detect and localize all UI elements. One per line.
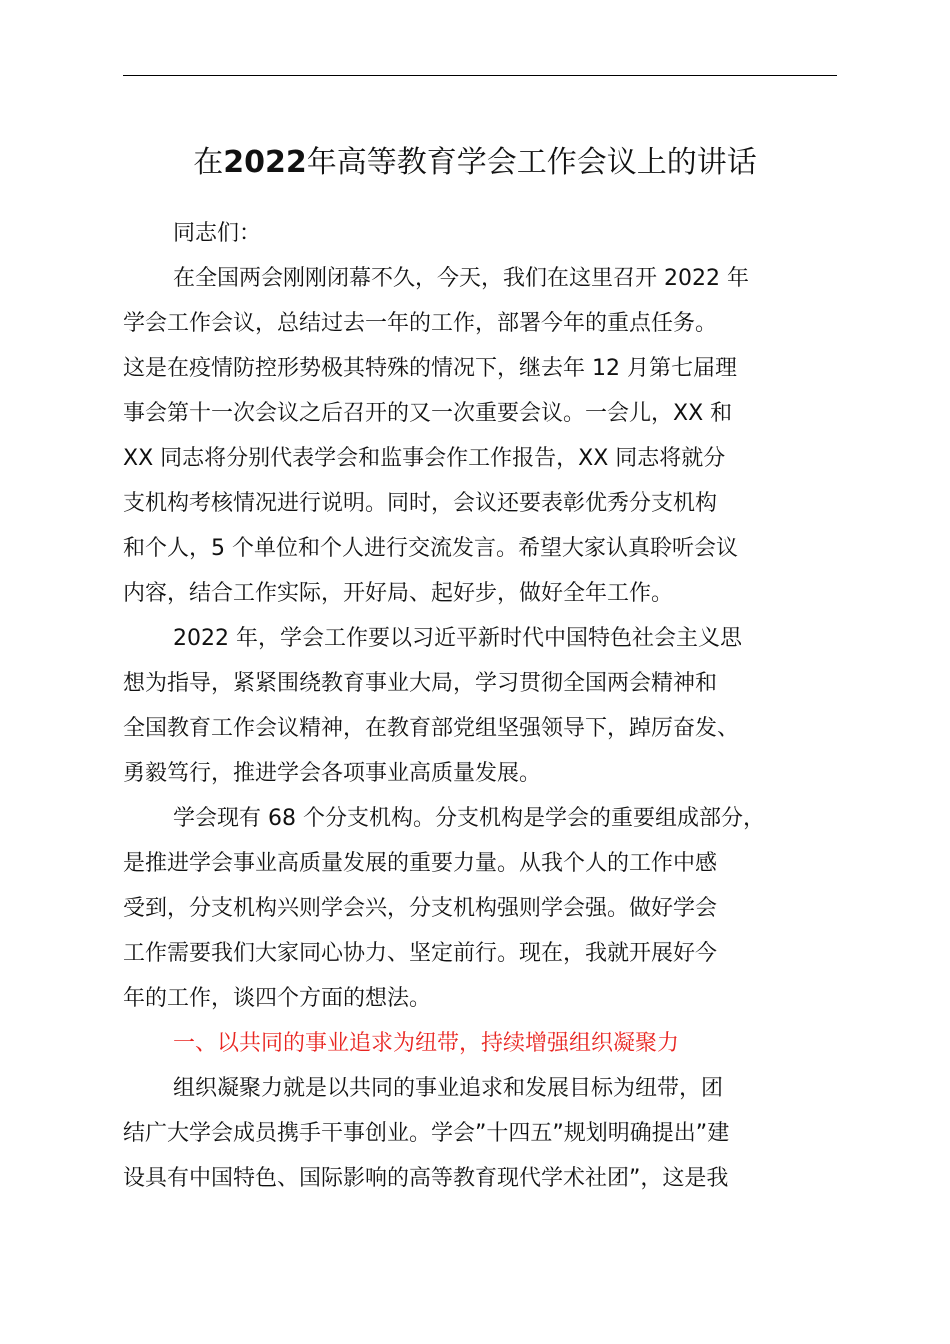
- section-heading: 一、以共同的事业追求为纽带，持续增强组织凝聚力: [173, 1031, 680, 1056]
- paragraph-line: 在全国两会刚刚闭幕不久，今天，我们在这里召开 2022 年: [173, 266, 749, 291]
- document-title: [0, 138, 950, 188]
- title-suffix: 年高等教育学会工作会议上的讲话: [306, 145, 757, 180]
- paragraph-line: 设具有中国特色、国际影响的高等教育现代学术社团”，这是我: [123, 1166, 729, 1191]
- paragraph-line: 工作需要我们大家同心协力、坚定前行。现在，我就开展好今: [123, 941, 718, 966]
- salutation: 同志们：: [173, 221, 262, 246]
- paragraph-line: 受到，分支机构兴则学会兴，分支机构强则学会强。做好学会: [123, 896, 718, 921]
- header-rule: [123, 75, 837, 76]
- document-body: [123, 211, 863, 1201]
- paragraph-line: 想为指导，紧紧围绕教育事业大局，学习贯彻全国两会精神和: [123, 671, 718, 696]
- paragraph-line: 内容，结合工作实际，开好局、起好步，做好全年工作。: [123, 581, 674, 606]
- paragraph-line: XX 同志将分别代表学会和监事会作工作报告，XX 同志将就分: [123, 446, 726, 471]
- paragraph-line: 勇毅笃行，推进学会各项事业高质量发展。: [123, 761, 542, 786]
- title-prefix: 在: [193, 145, 224, 180]
- paragraph-line: 年的工作，谈四个方面的想法。: [123, 986, 432, 1011]
- paragraph-line: 学会工作会议，总结过去一年的工作，部署今年的重点任务。: [123, 311, 718, 336]
- paragraph-line: 是推进学会事业高质量发展的重要力量。从我个人的工作中感: [123, 851, 718, 876]
- paragraph-line: 结广大学会成员携手干事创业。学会”十四五”规划明确提出”建: [123, 1121, 730, 1146]
- paragraph-line: 全国教育工作会议精神，在教育部党组坚强领导下，踔厉奋发、: [123, 716, 740, 741]
- paragraph-line: 学会现有 68 个分支机构。分支机构是学会的重要组成部分，: [173, 806, 765, 831]
- title-year: 2022: [223, 145, 307, 180]
- paragraph-line: 和个人，5 个单位和个人进行交流发言。希望大家认真聆听会议: [123, 536, 738, 561]
- paragraph-line: 这是在疫情防控形势极其特殊的情况下，继去年 12 月第七届理: [123, 356, 737, 381]
- paragraph-line: 组织凝聚力就是以共同的事业追求和发展目标为纽带，团: [173, 1076, 724, 1101]
- paragraph-line: 2022 年，学会工作要以习近平新时代中国特色社会主义思: [173, 626, 742, 651]
- paragraph-line: 事会第十一次会议之后召开的又一次重要会议。一会儿，XX 和: [123, 401, 733, 426]
- paragraph-line: 支机构考核情况进行说明。同时，会议还要表彰优秀分支机构: [123, 491, 718, 516]
